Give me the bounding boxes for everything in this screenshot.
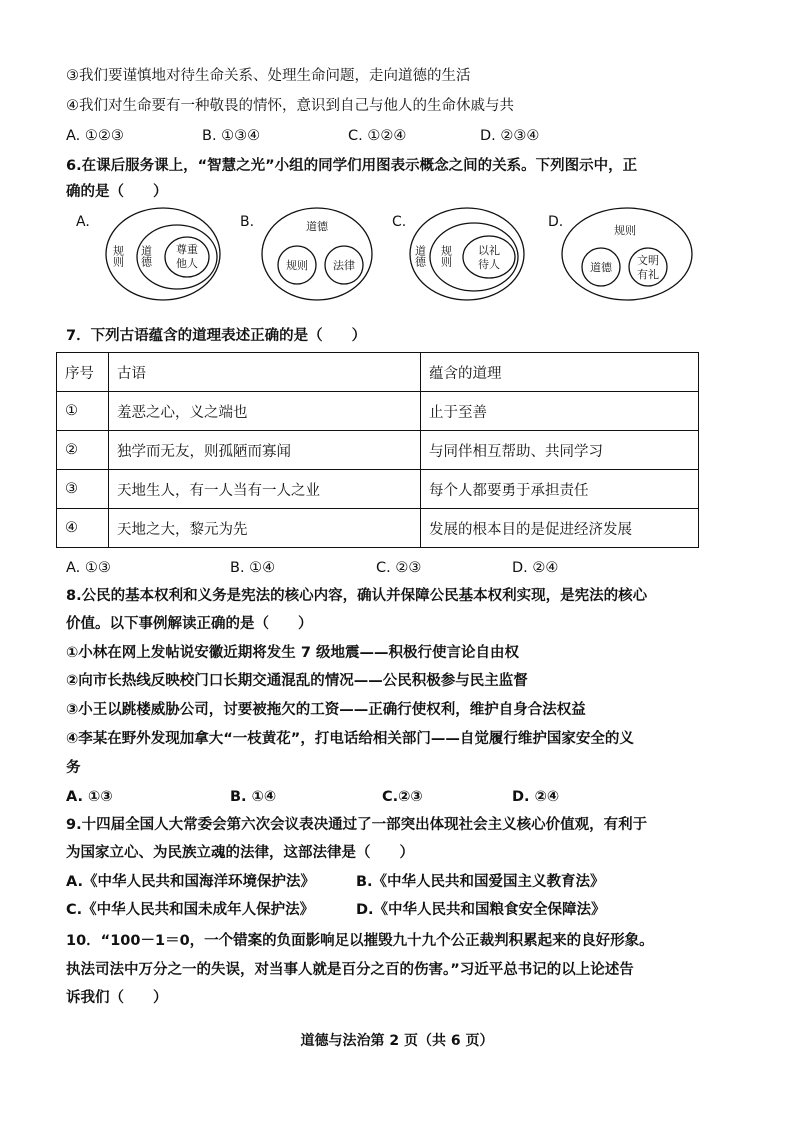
q8-options	[66, 787, 726, 807]
diagram-c-inner-label-2: 待人	[478, 258, 500, 271]
q9-stem-line-1: 9.十四届全国人大常委会第六次会议表决通过了一部突出体现社会主义核心价值观，有利于	[66, 817, 648, 833]
q6-diagrams	[0, 0, 794, 320]
q6-stem-line-1: 6.在课后服务课上，“智慧之光”小组的同学们用图表示概念之间的关系。下列图示中，正	[66, 158, 638, 174]
table-cell: 每个人都要勇于承担责任	[421, 470, 699, 509]
table-header-cell: 古语	[109, 353, 421, 392]
table-cell: ④	[57, 509, 109, 548]
diagram-a-middle-label: 道德	[139, 245, 153, 267]
q6-diagram-d-letter: D.	[548, 214, 564, 230]
q8-item-4-line-1: ④李某在野外发现加拿大“一枝黄花”，打电话给相关部门——自觉履行维护国家安全的义	[66, 731, 634, 747]
q5-item-3: ③我们要谨慎地对待生命关系、处理生命问题，走向道德的生活	[66, 68, 471, 84]
q5-option-b: B. ①③④	[202, 128, 261, 144]
q10-stem-line-1: 10．“100－1＝0，一个错案的负面影响足以摧毁九十九个公正裁判积累起来的良好形象。	[66, 933, 654, 949]
q9-options-row-1	[66, 872, 726, 892]
q7-options	[66, 558, 726, 578]
diagram-b-left-label: 规则	[286, 259, 308, 272]
q6-diagram-b-letter: B.	[240, 214, 255, 230]
diagram-d-left-label: 道德	[590, 261, 612, 274]
q8-item-2: ②向市长热线反映校门口长期交通混乱的情况——公民积极参与民主监督	[66, 673, 528, 689]
table-header-cell: 蕴含的道理	[421, 353, 699, 392]
q9-option-c: C.《中华人民共和国未成年人保护法》	[66, 902, 315, 918]
q8-option-c: C.②③	[382, 789, 423, 805]
q9-option-b: B.《中华人民共和国爱国主义教育法》	[356, 874, 605, 890]
q8-item-1: ①小林在网上发帖说安徽近期将发生 7 级地震——积极行使言论自由权	[66, 645, 519, 661]
q9-option-d: D.《中华人民共和国粮食安全保障法》	[356, 902, 606, 918]
table-header-cell: 序号	[57, 353, 109, 392]
page-footer: 道德与法治第 2 页（共 6 页）	[300, 1033, 494, 1049]
q7-table	[56, 352, 699, 548]
q6-diagram-a-letter: A.	[76, 214, 90, 230]
diagram-c-inner-ellipse	[463, 236, 515, 278]
table-row	[57, 509, 699, 548]
q7-option-d: D. ②④	[512, 560, 559, 576]
table-cell: 与同伴相互帮助、共同学习	[421, 431, 699, 470]
q8-option-a: A. ①③	[66, 789, 113, 805]
table-cell: 发展的根本目的是促进经济发展	[421, 509, 699, 548]
q8-item-3: ③小王以跳楼威胁公司，讨要被拖欠的工资——正确行使权利，维护自身合法权益	[66, 702, 586, 718]
q5-item-4: ④我们对生命要有一种敬畏的情怀，意识到自己与他人的生命休戚与共	[66, 98, 514, 114]
diagram-d-outer-label: 规则	[614, 224, 636, 237]
diagram-d-outer-ellipse	[562, 208, 692, 300]
q8-option-d: D. ②④	[512, 789, 560, 805]
table-cell: 天地生人，有一人当有一人之业	[109, 470, 421, 509]
q7-option-c: C. ②③	[376, 560, 422, 576]
diagram-a-outer-label-1: 规则	[111, 245, 125, 267]
q6-diagram-c-letter: C.	[392, 214, 407, 230]
q8-option-b: B. ①④	[230, 789, 277, 805]
table-cell: ②	[57, 431, 109, 470]
q9-options-row-2	[66, 900, 726, 920]
q5-option-a: A. ①②③	[66, 128, 124, 144]
table-cell: 止于至善	[421, 392, 699, 431]
diagram-c-middle-label: 规则	[439, 245, 453, 267]
table-cell: ③	[57, 470, 109, 509]
table-cell: 羞恶之心，义之端也	[109, 392, 421, 431]
table-row	[57, 431, 699, 470]
q8-stem-line-1: 8.公民的基本权利和义务是宪法的核心内容，确认并保障公民基本权利实现，是宪法的核心	[66, 588, 648, 604]
diagram-b-right-label: 法律	[333, 259, 355, 272]
q8-item-4-line-2: 务	[66, 760, 81, 776]
table-cell: 独学而无友，则孤陋而寡闻	[109, 431, 421, 470]
table-cell: ①	[57, 392, 109, 431]
q7-option-a: A. ①③	[66, 560, 111, 576]
diagram-d-right-label-2: 有礼	[637, 268, 659, 281]
q6-stem-line-2: 确的是（ ）	[66, 184, 168, 200]
diagram-d-right-label-1: 文明	[637, 254, 659, 267]
table-header-row	[57, 353, 699, 392]
q10-stem-line-3: 诉我们（ ）	[66, 990, 168, 1006]
q7-stem: 7．下列古语蕴含的道理表述正确的是（ ）	[66, 328, 367, 344]
diagram-a-inner-label-1: 尊重	[176, 243, 198, 256]
q9-stem-line-2: 为国家立心、为民族立魂的法律，这部法律是（ ）	[66, 845, 414, 861]
q5-option-c: C. ①②④	[348, 128, 407, 144]
q7-option-b: B. ①④	[230, 560, 276, 576]
diagram-c-outer-label: 道德	[413, 245, 427, 267]
diagram-c-outer-ellipse	[410, 208, 524, 300]
diagram-a-inner-label-2: 他人	[176, 257, 198, 270]
diagram-c-inner-label-1: 以礼	[478, 244, 500, 257]
q5-option-d: D. ②③④	[480, 128, 540, 144]
q8-stem-line-2: 价值。以下事例解读正确的是（ ）	[66, 616, 313, 632]
q10-stem-line-2: 执法司法中万分之一的失误，对当事人就是百分之百的伤害。”习近平总书记的以上论述告	[66, 962, 634, 978]
table-row	[57, 470, 699, 509]
q9-option-a: A.《中华人民共和国海洋环境保护法》	[66, 874, 315, 890]
table-cell: 天地之大，黎元为先	[109, 509, 421, 548]
diagram-b-outer-label: 道德	[306, 220, 328, 233]
table-row	[57, 392, 699, 431]
